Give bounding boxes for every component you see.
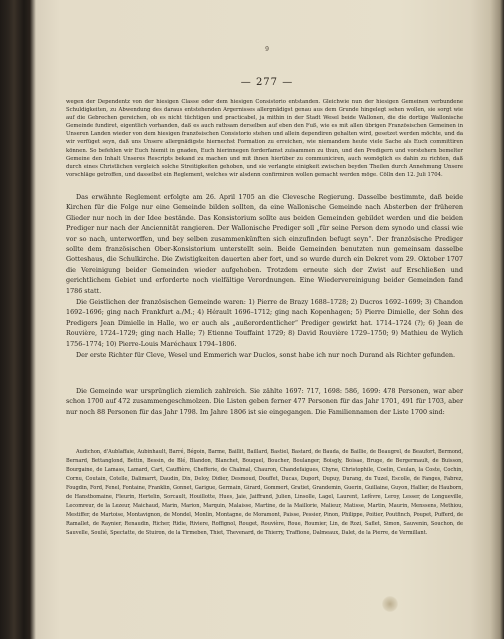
folio-mark: 9 [265, 46, 269, 53]
paper-stain [382, 596, 398, 612]
paragraph-richter: Der erste Richter für Cleve, Wesel und Emmerich war Duclos, sonst habe ich nur noch Durand als Richter gefunden. [76, 351, 456, 359]
document-page [36, 0, 498, 639]
paragraph-geistlichen: Die Geistlichen der französischen Gemeinde waren: 1) Pierre de Brazy 1688–1728; 2) Ducros 1692–1699; 3) Chandon 1692–1696; ging nach Frankfurt a./M.; 4) Hérault 1696–1712; ging nach Kopenhagen; 5) Pierre Dimielle, der Sohn des Predigers Jean Dimielle in Halle, wo er auch als „außerordentlicher“ Prediger gewirkt hat. 1714–1724 (?); 6) Jean de Rouvière, 1724–1729; ging nach Halle; 7) Etienne Touffaint 1729; 8) David Rouvière 1729–1750; 9) Mathieu de Wylich 1756–1774; 10) Pierre-Louis Maréchaux 1794–1806. [66, 298, 463, 348]
page-number: — 277 — [240, 77, 294, 88]
quoted-rescript-paragraph: wegen der Dependentz von der hiesigen Classe oder dem hiesigen Consistorio entstanden. Gleichwie nun der hiesigen Gemeinen verbundene Schuldigkeiten, zu Abwendung des daraus entstehenden Argernisses allergnädigst genau aus dem Grunde hingelegt sehen wollen, sie sorgt wie auf die Gebrechen gereichen, ob es nicht tüchtigen und practicabel, ja mithin in der Stadt Wesel beide Wallonen, die die dortige Wallonische Gemeinde fundiret, eigentlich vorhanden, daß es auch rathsam derselben auf eben den Fuß, wie es mit allen übrigen Französischen Gemeinen in Unseren Landen wieder von dem hiesigen französischen Consistorio stehen und allein dependiren gehalten wird, gesetzet werden möchte, und da wir verfüget seyn, daß uns Unsere allergnädigste hiernechst Formation zu erreichen, wie niemandem heute viele Sache als Euch committiren können. So befehlen wir Euch hiemit in gnaden, Euch hierinnegen forderfamst zuisammen zu thun, und den Predigern und vorstehern bemelter Gemeine den Inhalt Unseres Rescripts bekand zu machen und mit ihnen hierüber zu communiciren, auch womöglich es dahin zu richten, daß durch eines Christlichen vergleich solche Streitigkeiten gehoben, und sie verlangte einigkeit zwischen beyden Theilen durch Annehmung Unsere vorschläge getroffen, und dasselbst ein Reglement, welches wir alsdenn confirmiren wollen gemacht werden möge. Cölln den 12. Juli 1704. [66, 99, 463, 178]
paragraph-reglement: Das erwähnte Reglement erfolgte am 26. April 1705 an die Clevesche Regierung. Dasselbe bestimmte, daß beide Kirchen für die Folge nur eine Gemeinde bilden sollten, da eine Wallonische Gemeinde nach Absterben der früheren Glieder nur noch in der Idee bestände. Das Konsistorium sollte aus beiden Gemeinden gebildet werden und die beiden Prediger nur nach der Anciennität rangieren. Der Wallonische Prediger soll „für seine Person dem synodo und classi wie vor so nach, unterworffen, und bey selben zusammenkünften sich einzufinden befugt seyn“. Der französische Prediger sollte dem französischen Ober-Konsistorium unterstellt sein. Beide Gemeinden benutzten nun gemeinsam dasselbe Gotteshaus, die Schulkirche. Die Zwistigkeiten dauerten aber fort, und so wurde durch ein Dekret vom 29. Oktober 1707 die Vereinigung beider Gemeinden wieder aufgehoben. Trotzdem erneute sich der Zwist auf Erschließen und gerichtlichem Gebiet und erforderte noch vielfältige Verordnungen. Eine Wiedervereinigung beider Gemeinden fand 1786 statt. [66, 193, 463, 295]
paragraph-gemeinde: Die Gemeinde war ursprünglich ziemlich zahlreich. Sie zählte 1697: 717, 1698: 586, 1699: 478 Personen, war aber schon 1700 auf 472 zusammengeschmolzen. Die Listen geben ferner 477 Personen für das Jahr 1701, 491 für 1703, aber nur noch 88 Personen für das Jahr 1798. Im Jahre 1806 ist sie eingegangen. Die Familiennamen der Liste 1700 sind: [66, 387, 463, 416]
family-names-list: Audichon, d'Aublaffaie, Aubinhault, Barré, Bégoin, Barme, Baillit, Baillard, Bastiel, Bastard, de Bauda, de Baillie, de Beaugrel, de Beaufort, Bermond, Bernard, Bettanglond, Bettin, Bessin, de Blé, Blandon, Blanchet, Bouquel, Boucher, Boulanger, Boisgly, Boisae, Bruge, de Bergermault, de Buisson, Bourgaine, de Lamass, Lamard, Cart, Cauffière, Chefferie, de Chalmal, Chauron, Chandefaigues, Chyne, Christophile, Coelin, Ceulan, la Coste, Cochin, Cornu, Coutain, Cotelle, Dalimarrt, Daudin, Dix, Deloy, Didier, Desmoud, Douffet, Ducas, Duport, Dupuy, Durang, du Tuzel, Escolle, de Fanges, Fabrez, Fougdin, Ford, Fenel, Fontaine, Franklin, Gonnet, Garigue, Germain, Girard, Gommert, Gratiet, Grandemin, Guerin, Guillaine, Guyon, Hallier, de Hauborn, de Hanstbomaine, Fleurin, Hertelin, Sorcault, Houillotte, Hues, Jaie, Jaiffrand, Julien, Linsolle, Lagel, Laurent, Lefèvre, Leroy, Lesser, de Longueville, Lecomreur, de la Lezeur, Maichaud, Marin, Marion, Marquin, Malaisse, Martine, de la Maillorie, Malieur, Matisse, Martin, Maurin, Menssens, Methiou, Mestiffer, de Martoise, Montavignon, de Mondel, Monlin, Montagne, de Moramont, Paisse, Pessier, Pinon, Philippe, Poitier, Poutfinch, Poupet, Pufferd, de Ramallet, de Raynier, Renaudin, Richer, Ridie, Riviere, Roffignol, Rouget, Rouvière, Roue, Roumier, Lin, de Rozi, Saflet, Simon, Sauvenin, Souchon, de Sauvelle, Soulié, Spectatte, de Stuiron, de la Tirmeben, Thiet, Thevenard, de Thierry, Traffione, Dalmeaux, Dalet, de la Pierre, de Vermillant. [66, 449, 464, 536]
